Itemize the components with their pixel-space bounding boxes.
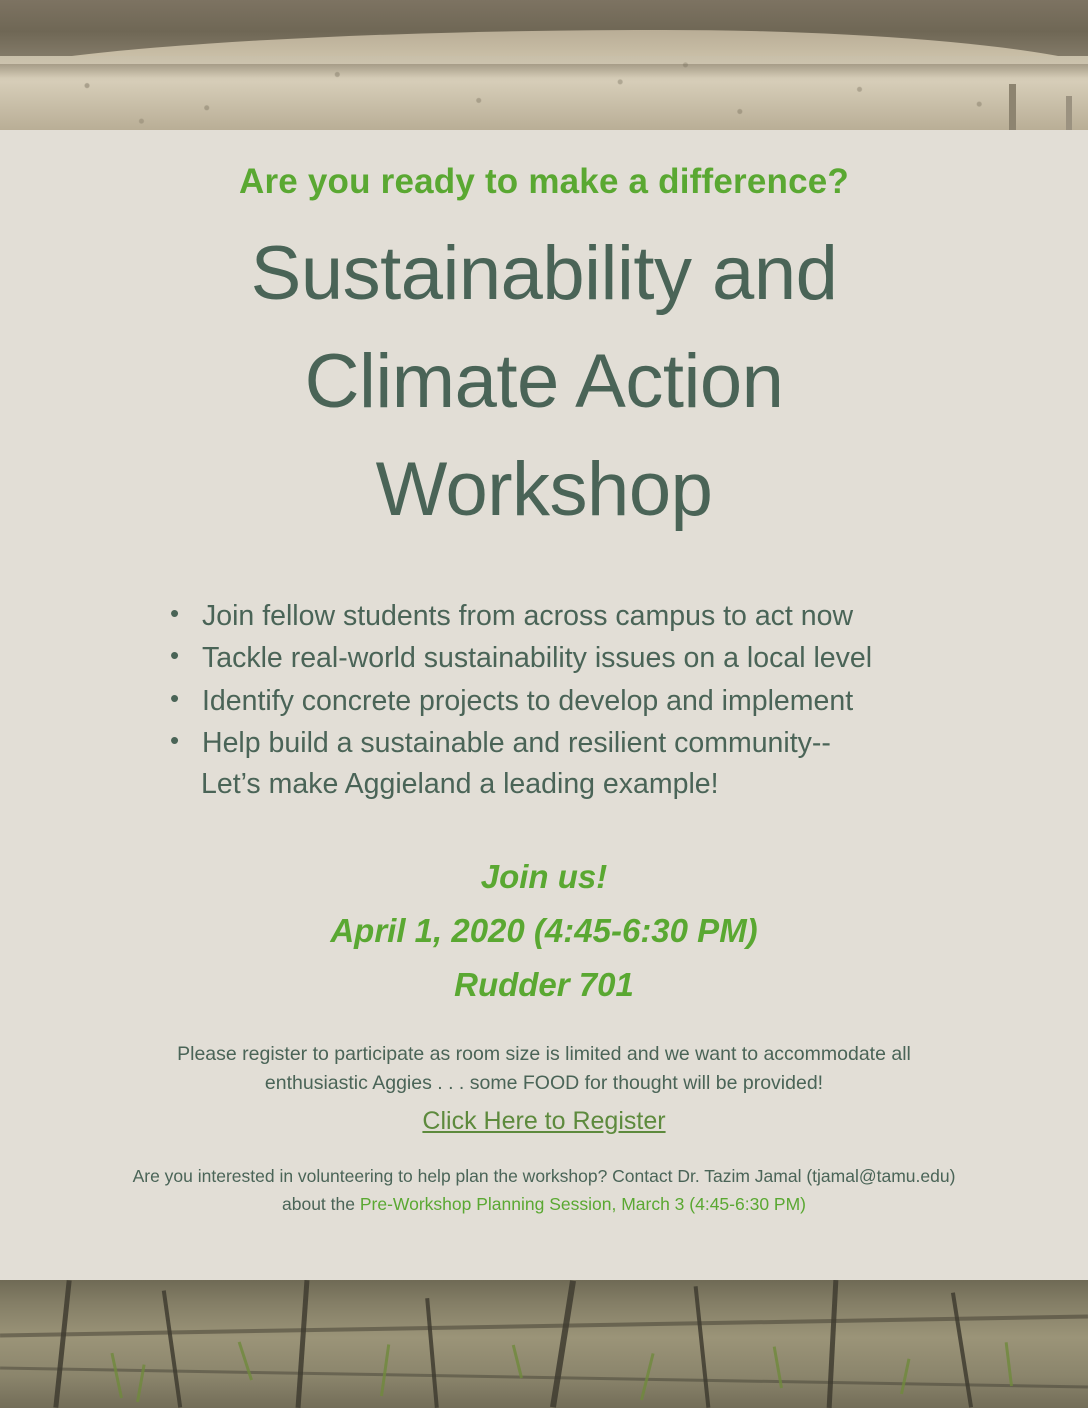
- bottom-banner-image: [0, 1280, 1088, 1408]
- register-link[interactable]: Click Here to Register: [422, 1106, 666, 1135]
- volunteer-line-1: Are you interested in volunteering to help plan the workshop? Contact Dr. Tazim Jamal (tjamal@tamu.edu): [132, 1165, 956, 1186]
- registration-line-2: enthusiastic Aggies . . . some FOOD for thought will be provided!: [264, 1071, 824, 1094]
- list-item-label: Help build a sustainable and resilient community--: [202, 727, 831, 760]
- tagline: Are you ready to make a difference?: [239, 162, 849, 201]
- event-date-time: April 1, 2020 (4:45-6:30 PM): [330, 912, 758, 950]
- event-location: Rudder 701: [454, 966, 634, 1004]
- volunteer-line-2: [70, 1190, 1018, 1218]
- volunteer-note: [70, 1162, 1018, 1218]
- join-us-label: Join us!: [480, 858, 608, 896]
- list-item-label: Join fellow students from across campus to act now: [202, 599, 854, 632]
- volunteer-line-2-prefix: about the: [282, 1193, 360, 1214]
- benefits-list: [70, 596, 1018, 804]
- list-item: [166, 723, 1018, 804]
- title-line-1: Sustainability and: [250, 231, 838, 316]
- top-banner-image: [0, 0, 1088, 130]
- ground-texture: [0, 56, 1088, 130]
- list-item: [166, 681, 1018, 721]
- registration-line-1: Please register to participate as room size is limited and we want to accommodate all: [177, 1043, 911, 1066]
- fence-post-secondary-icon: [1066, 96, 1072, 130]
- page-title: [70, 220, 1018, 544]
- fence-post-icon: [1009, 84, 1016, 130]
- list-item: [166, 596, 1018, 636]
- list-item-label-continued: Let’s make Aggieland a leading example!: [201, 767, 719, 800]
- poster-content: [0, 130, 1088, 1280]
- planning-session-label: Pre-Workshop Planning Session, March 3 (4:45-6:30 PM): [359, 1193, 806, 1214]
- title-line-2: Climate Action: [304, 338, 784, 424]
- event-details: [70, 858, 1018, 1004]
- registration-note: [70, 1040, 1018, 1140]
- list-item: [166, 638, 1018, 678]
- title-line-3: Workshop: [375, 446, 713, 532]
- list-item-label: Identify concrete projects to develop and implement: [202, 684, 854, 717]
- list-item-label: Tackle real-world sustainability issues on a local level: [202, 642, 873, 675]
